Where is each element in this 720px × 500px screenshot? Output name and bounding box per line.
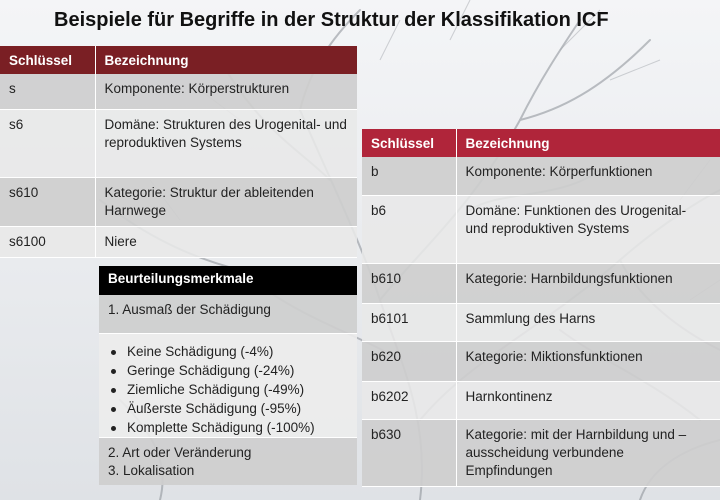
row-key: b630 [362,419,456,486]
row-key: b620 [362,341,456,381]
body-functions-table [362,129,720,487]
row-label: Kategorie: Miktionsfunktionen [456,341,720,381]
assessment-box [99,266,357,485]
assessment-items-2-3 [99,438,357,485]
table-row [362,157,720,195]
row-label: Domäne: Strukturen des Urogenital- und reproduktiven Systems [95,109,357,177]
list-item: Ziemliche Schädigung (-49%) [108,380,348,399]
table-row [0,177,357,226]
row-label: Niere [95,226,357,257]
list-item: Geringe Schädigung (-24%) [108,361,348,380]
row-label: Sammlung des Harns [456,303,720,341]
row-key: s6 [0,109,95,177]
row-key: b [362,157,456,195]
assessment-item-3: 3. Lokalisation [108,463,195,478]
table-row [362,195,720,263]
header-label: Bezeichnung [456,129,720,157]
row-label: Komponente: Körperfunktionen [456,157,720,195]
row-key: b6101 [362,303,456,341]
row-key: s6100 [0,226,95,257]
row-label: Domäne: Funktionen des Urogenital- und reproduktiven Systems [456,195,720,263]
row-key: b6202 [362,381,456,419]
body-structures-table [0,46,357,258]
row-label: Kategorie: mit der Harnbildung und –ausscheidung verbundene Empfindungen [456,419,720,486]
list-item: Äußerste Schädigung (-95%) [108,399,348,418]
row-label: Harnkontinenz [456,381,720,419]
assessment-bullet-list [99,334,357,438]
row-key: s610 [0,177,95,226]
page-title: Beispiele für Begriffe in der Struktur der Klassifikation ICF [54,9,609,31]
header-key: Schlüssel [0,46,95,74]
table-row [362,419,720,486]
table-row [362,263,720,303]
table-header-row [0,46,357,74]
table-row [362,303,720,341]
row-label: Kategorie: Struktur der ableitenden Harnwege [95,177,357,226]
list-item: Komplette Schädigung (-100%) [108,418,348,437]
table-header-row [362,129,720,157]
table-row [0,74,357,109]
list-item: Keine Schädigung (-4%) [108,342,348,361]
table-row [362,381,720,419]
table-row [0,226,357,257]
row-key: s [0,74,95,109]
assessment-item-1: 1. Ausmaß der Schädigung [99,295,357,334]
table-row [0,109,357,177]
row-key: b6 [362,195,456,263]
table-row [362,341,720,381]
row-label: Komponente: Körperstrukturen [95,74,357,109]
assessment-header: Beurteilungsmerkmale [99,266,357,295]
row-key: b610 [362,263,456,303]
row-label: Kategorie: Harnbildungsfunktionen [456,263,720,303]
assessment-item-2: 2. Art oder Veränderung [108,445,252,460]
header-key: Schlüssel [362,129,456,157]
header-label: Bezeichnung [95,46,357,74]
